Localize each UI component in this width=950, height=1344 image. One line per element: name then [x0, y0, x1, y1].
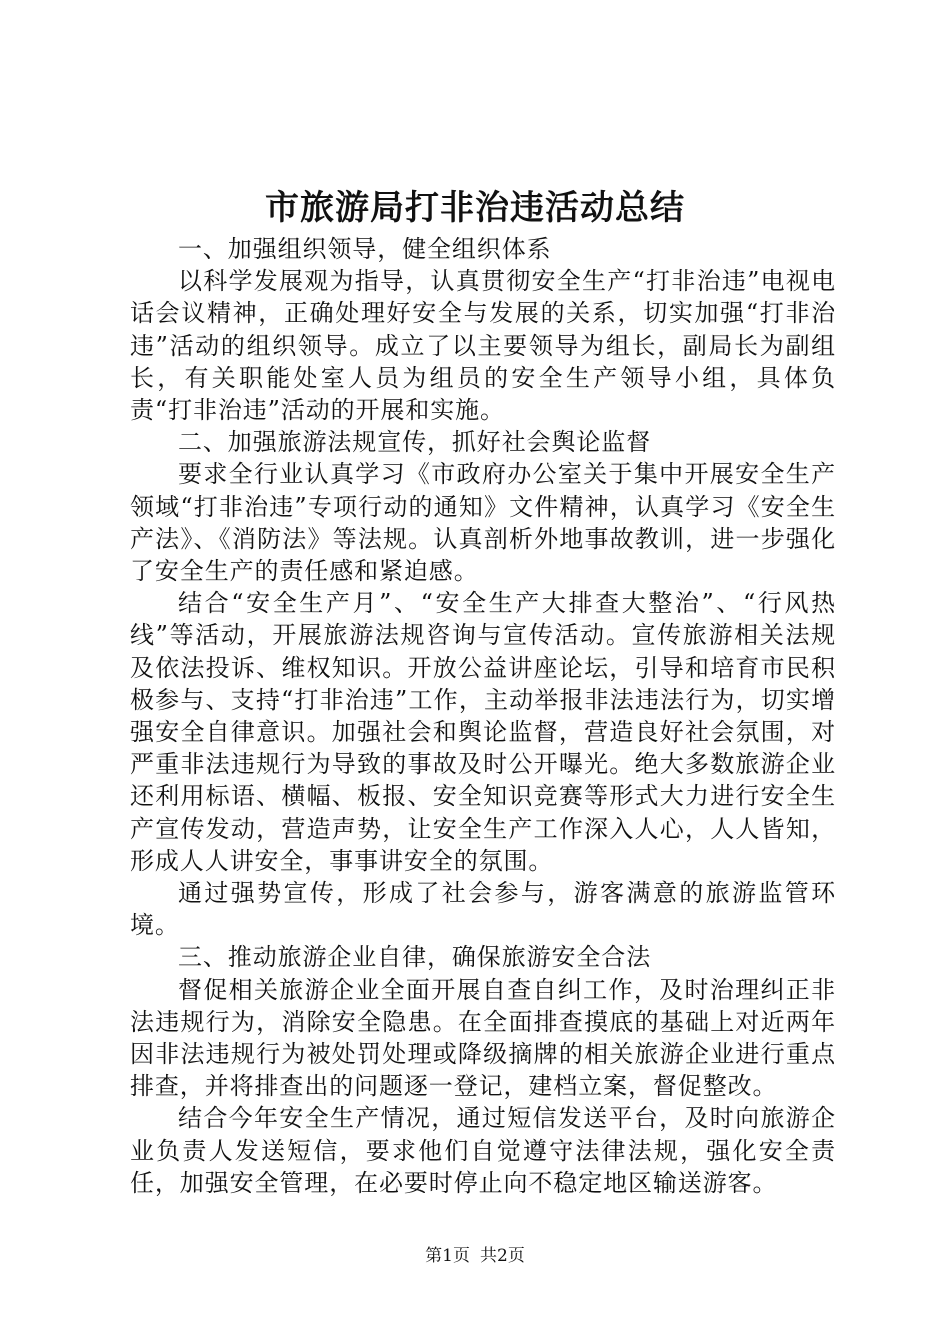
body-paragraph: 要求全行业认真学习《市政府办公室关于集中开展安全生产领域“打非治违”专项行动的通知》文件精神，认真学习《安全生产法》、《消防法》等法规。认真剖析外地事故教训，进一步强化了安全生产的责任感和紧迫感。 [130, 460, 836, 586]
body-paragraph: 以科学发展观为指导，认真贯彻安全生产“打非治违”电视电话会议精神，正确处理好安全与发展的关系，切实加强“打非治违”活动的组织领导。成立了以主要领导为组长，副局长为副组长，有关职能处室人员为组员的安全生产领导小组，具体负责“打非治违”活动的开展和实施。 [130, 267, 836, 425]
body-paragraph: 督促相关旅游企业全面开展自查自纠工作，及时治理纠正非法违规行为，消除安全隐患。在全面排查摸底的基础上对近两年因非法违规行为被处罚处理或降级摘牌的相关旅游企业进行重点排查，并将排查出的问题逐一登记，建档立案，督促整改。 [130, 975, 836, 1101]
page-number: 第1页 [425, 1246, 470, 1266]
page-footer [0, 1244, 950, 1268]
body-paragraph: 结合“安全生产月”、“安全生产大排查大整治”、“行风热线”等活动，开展旅游法规咨询与宣传活动。宣传旅游相关法规及依法投诉、维权知识。开放公益讲座论坛，引导和培育市民积极参与、支持“打非治违”工作，主动举报非法违法行为，切实增强安全自律意识。加强社会和舆论监督，营造良好社会氛围，对严重非法违规行为导致的事故及时公开曝光。绝大多数旅游企业还利用标语、横幅、板报、安全知识竞赛等形式大力进行安全生产宣传发动，营造声势，让安全生产工作深入人心，人人皆知，形成人人讲安全，事事讲安全的氛围。 [130, 589, 836, 875]
section-heading-2: 二、加强旅游法规宣传，抓好社会舆论监督 [178, 428, 652, 457]
section-heading-1: 一、加强组织领导，健全组织体系 [178, 235, 552, 263]
document-title: 市旅游局打非治违活动总结 [265, 188, 685, 228]
page-total: 共2页 [480, 1246, 525, 1266]
document-body [130, 233, 836, 1199]
section-heading-3: 三、推动旅游企业自律，确保旅游安全合法 [178, 943, 652, 972]
body-paragraph: 通过强势宣传，形成了社会参与，游客满意的旅游监管环境。 [130, 879, 836, 940]
body-paragraph: 结合今年安全生产情况，通过短信发送平台，及时向旅游企业负责人发送短信，要求他们自觉遵守法律法规，强化安全责任，加强安全管理，在必要时停止向不稳定地区输送游客。 [130, 1104, 836, 1197]
